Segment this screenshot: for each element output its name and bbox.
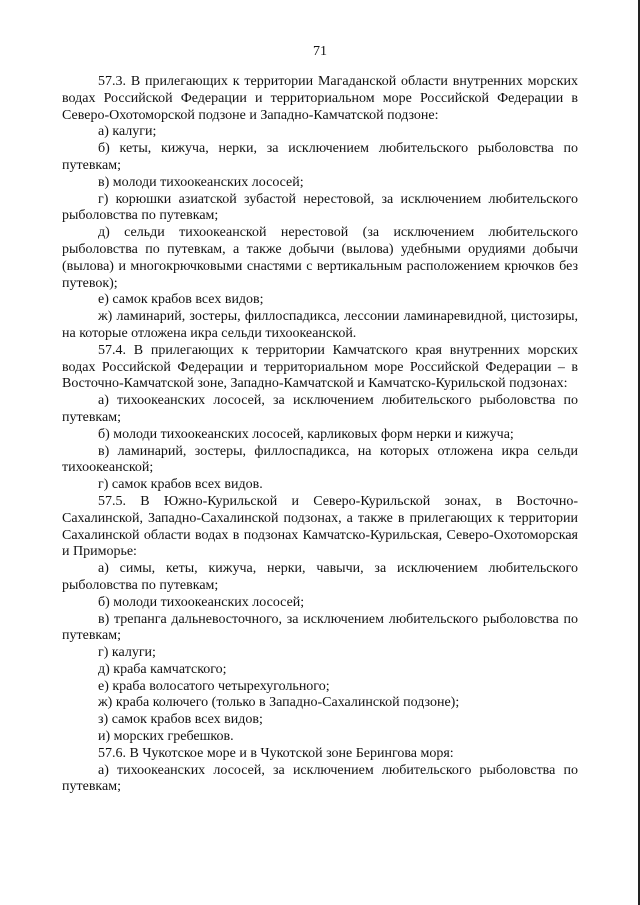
paragraph: е) самок крабов всех видов; [98, 292, 264, 308]
paragraph: в) трепанга дальневосточного, за исключением любительского рыболовства по путевкам; [62, 611, 578, 644]
paragraph: и) морских гребешков. [98, 729, 234, 745]
paragraph: б) кеты, кижуча, нерки, за исключением любительского рыболовства по путевкам; [62, 141, 578, 173]
paragraph: г) корюшки азиатской зубастой нерестовой, за исключением любительского рыболовства по путевкам; [62, 191, 578, 224]
paragraph: а) калуги; [98, 124, 157, 140]
paragraph: д) краба камчатского; [98, 661, 227, 677]
paragraph: е) краба волосатого четырехугольного; [98, 678, 330, 694]
paragraph: в) ламинарий, зостеры, филлоспадикса, на которых отложена икра сельди тихоокеанской; [62, 443, 578, 476]
page-number: 71 [313, 44, 327, 59]
paragraph: б) молоди тихоокеанских лососей, карликовых форм нерки и кижуча; [98, 426, 514, 442]
paragraph: в) молоди тихоокеанских лососей; [98, 174, 304, 190]
paragraph: а) тихоокеанских лососей, за исключением любительского рыболовства по путевкам; [62, 762, 578, 795]
paragraph: б) молоди тихоокеанских лососей; [98, 594, 305, 610]
paragraph: г) калуги; [98, 645, 156, 661]
paragraph: 57.6. В Чукотское море и в Чукотской зоне Берингова моря: [98, 745, 454, 761]
paragraph: 57.3. В прилегающих к территории Магаданской области внутренних морских водах Российской Федерации и территориальном море Российской Федерации в Северо-Охотоморской подзоне и Западно-Камчатской подзоне: [62, 74, 578, 123]
paragraph: 57.4. В прилегающих к территории Камчатского края внутренних морских водах Российской Федерации и территориальном море Российской Федерации – в Восточно-Камчатской зоне, Западно-Камчатской и Камчатско-Курильской подзонах: [62, 342, 578, 392]
paragraph: а) симы, кеты, кижуча, нерки, чавычи, за исключением любительского рыболовства по путевкам; [62, 561, 578, 593]
body-text [62, 74, 578, 796]
paragraph: з) самок крабов всех видов; [98, 712, 263, 728]
paragraph: а) тихоокеанских лососей, за исключением любительского рыболовства по путевкам; [62, 393, 578, 425]
paragraph: ж) ламинарий, зостеры, филлоспадикса, лессонии ламинаревидной, цистозиры, на которые отложена икра сельди тихоокеанской. [62, 309, 578, 341]
paragraph: д) сельди тихоокеанской нерестовой (за исключением любительского рыболовства по путевкам, а также добычи (вылова) удебными орудиями добычи (вылова) и многокрючковыми снастями с вертикальным расположением крючков без путевок); [62, 225, 578, 291]
paragraph: ж) краба колючего (только в Западно-Сахалинской подзоне); [98, 695, 460, 711]
paragraph: 57.5. В Южно-Курильской и Северо-Курильской зонах, в Восточно-Сахалинской, Западно-Сахалинской подзонах, а также в прилегающих к территории Сахалинской области водах в подзонах Камчатско-Курильская, Северо-Охотоморская и Приморье: [62, 493, 578, 560]
paragraph: г) самок крабов всех видов. [98, 477, 263, 493]
